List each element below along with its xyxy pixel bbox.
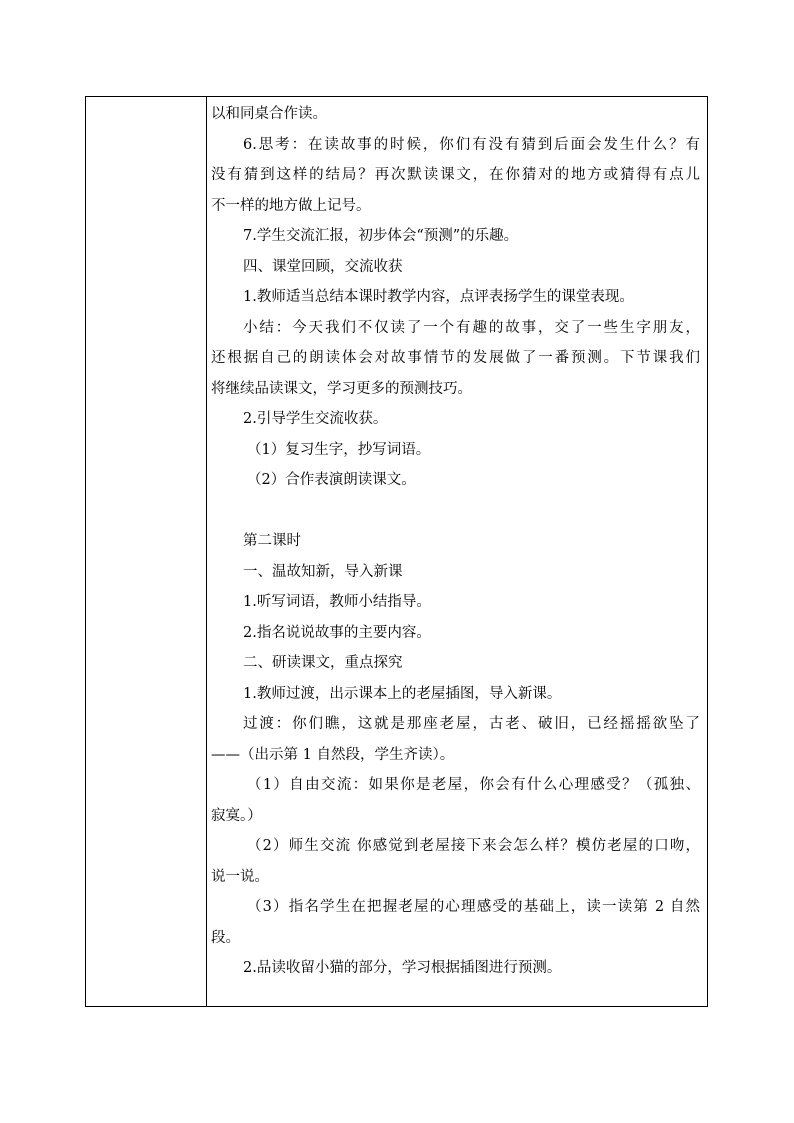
text-line: 将继续品读课文，学习更多的预测技巧。 — [211, 380, 472, 397]
left-column-cell — [86, 97, 207, 1006]
text-line: 2.指名说说故事的主要内容。 — [243, 624, 431, 641]
section-heading: 四、课堂回顾，交流收获 — [243, 258, 403, 275]
text-line: （1）复习生字，抄写词语。 — [247, 441, 431, 458]
lesson-plan-table — [85, 96, 708, 1007]
section-heading: 二、研读课文，重点探究 — [243, 655, 403, 671]
text-line: （2）师生交流 你感觉到老屋接下来会怎么样？模仿老屋的口吻， — [247, 838, 700, 854]
text-line: 1.教师适当总结本课时教学内容，点评表扬学生的课堂表现。 — [243, 289, 634, 305]
blank-line — [211, 496, 700, 527]
text-line: 不一样的地方做上记号。 — [211, 197, 371, 214]
text-line: 2.引导学生交流收获。 — [243, 411, 388, 427]
text-line: 没有猜到这样的结局？再次默读课文，在你猜对的地方或猜得有点儿 — [211, 167, 700, 183]
text-line: 2.品读收留小猫的部分，学习根据插图进行预测。 — [243, 960, 562, 976]
section-heading: 一、温故知新，导入新课 — [243, 563, 403, 580]
content-cell — [207, 97, 707, 1006]
text-line: 6.思考：在读故事的时候，你们有没有猜到后面会发生什么？有 — [243, 136, 700, 153]
text-line: 说一说。 — [211, 868, 269, 885]
text-line: （1）自由交流：如果你是老屋，你会有什么心理感受？（孤独、 — [247, 777, 700, 793]
text-line: 小结：今天我们不仅读了一个有趣的故事，交了一些生字朋友， — [243, 319, 700, 336]
lesson-title: 第二课时 — [243, 533, 301, 549]
text-line: 1.听写词语，教师小结指导。 — [243, 594, 431, 610]
text-line: 段。 — [211, 929, 240, 946]
text-line: 1.教师过渡，出示课本上的老屋插图，导入新课。 — [243, 685, 562, 702]
text-line: ——（出示第 1 自然段，学生齐读）。 — [211, 746, 455, 763]
text-line: 以和同桌合作读。 — [211, 106, 327, 122]
text-line: 寂寞。） — [211, 807, 262, 824]
text-line: （2）合作表演朗读课文。 — [247, 472, 416, 488]
text-line: 过渡：你们瞧，这就是那座老屋，古老、破旧，已经摇摇欲坠了 — [243, 716, 700, 732]
text-line: （3）指名学生在把握老屋的心理感受的基础上，读一读第 2 自然 — [247, 899, 700, 915]
text-line: 7.学生交流汇报，初步体会“预测”的乐趣。 — [243, 228, 519, 244]
text-line: 还根据自己的朗读体会对故事情节的发展做了一番预测。下节课我们 — [211, 350, 700, 366]
